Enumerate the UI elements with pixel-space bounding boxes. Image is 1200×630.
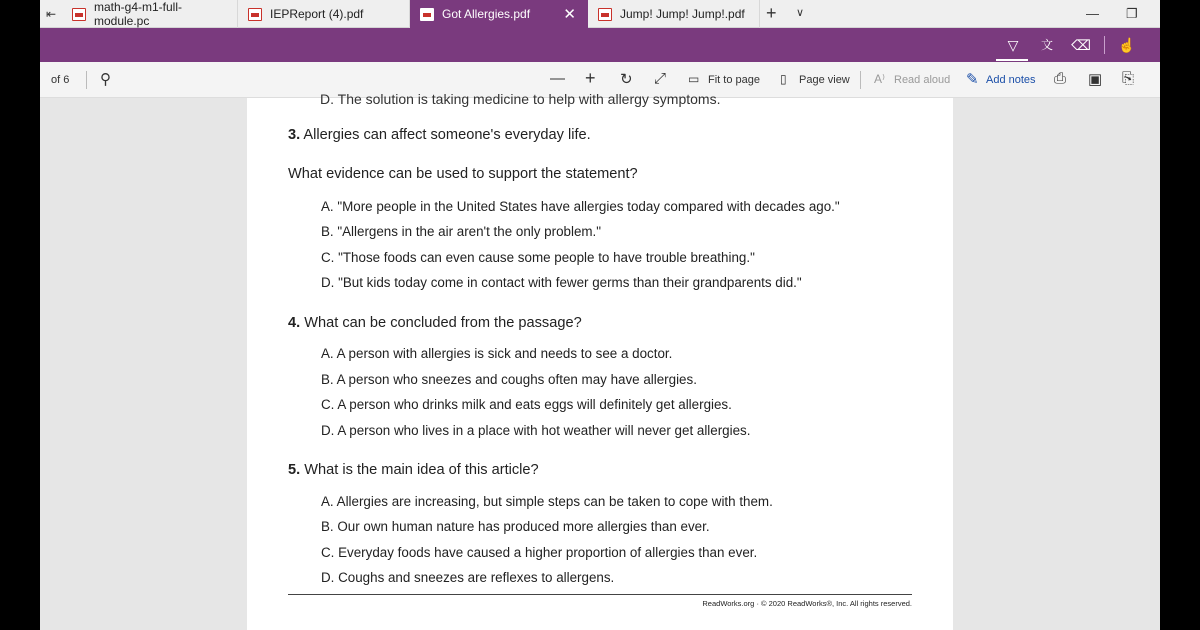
question-number: 5.	[288, 462, 301, 478]
minimize-icon[interactable]: —	[1086, 6, 1099, 21]
question-number: 4.	[288, 315, 301, 331]
question-3-option-a: A. "More people in the United States have allergies today compared with decades ago."	[321, 199, 840, 214]
question-text: What is the main idea of this article?	[304, 462, 539, 478]
highlighter-icon[interactable]: ▽	[1007, 37, 1019, 53]
tab-label: Got Allergies.pdf	[442, 7, 531, 21]
pdf-icon	[72, 8, 86, 21]
question-number: 3.	[288, 127, 301, 143]
question-text: What can be concluded from the passage?	[304, 315, 582, 331]
close-tab-icon[interactable]: ✕	[563, 6, 576, 23]
tab-iep-report[interactable]	[238, 0, 410, 28]
chevron-down-icon[interactable]: ∨	[796, 7, 805, 19]
fit-to-page-icon[interactable]: ▭	[688, 72, 700, 86]
question-5-option-d: D. Coughs and sneezes are reflexes to allergens.	[321, 570, 615, 585]
question-3-option-b: B. "Allergens in the air aren't the only problem."	[321, 224, 602, 239]
selected-tool-indicator	[996, 59, 1028, 61]
question-text: Allergies can affect someone's everyday life.	[303, 127, 591, 143]
question-4-option-c: C. A person who drinks milk and eats eggs will definitely get allergies.	[321, 397, 732, 412]
new-tab-icon[interactable]: +	[766, 3, 777, 23]
tab-label: IEPReport (4).pdf	[270, 7, 364, 21]
divider	[1104, 36, 1105, 54]
tab-got-allergies[interactable]	[410, 0, 588, 28]
question-5-option-a: A. Allergies are increasing, but simple steps can be taken to cope with them.	[321, 494, 773, 509]
browser-window	[40, 0, 1160, 630]
zoom-out-icon[interactable]: —	[550, 70, 565, 87]
ink-toolbar	[40, 28, 1160, 62]
question-5-option-c: C. Everyday foods have caused a higher proportion of allergies than ever.	[321, 545, 758, 560]
question-5	[288, 462, 539, 478]
eraser-icon[interactable]: ⌫	[1071, 37, 1091, 53]
save-icon[interactable]: ▣	[1088, 71, 1103, 88]
set-aside-tabs-icon[interactable]: ⇤	[45, 7, 57, 21]
question-4-option-a: A. A person with allergies is sick and needs to see a doctor.	[321, 346, 673, 361]
divider	[860, 71, 861, 89]
restore-icon[interactable]: ❐	[1126, 6, 1138, 21]
save-as-icon[interactable]: ⎘	[1122, 70, 1135, 87]
divider	[86, 71, 87, 89]
question-3	[288, 127, 591, 143]
page-count: of 6	[51, 74, 70, 86]
question-3-option-d: D. "But kids today come in contact with fewer germs than their grandparents did."	[321, 275, 802, 290]
question-4-option-d: D. A person who lives in a place with hot weather will never get allergies.	[321, 423, 751, 438]
print-icon[interactable]: ⎙	[1054, 70, 1067, 87]
pdf-page	[247, 91, 953, 630]
read-aloud-button[interactable]: Read aloud	[894, 74, 951, 86]
tab-strip	[40, 0, 1160, 28]
add-notes-icon[interactable]: ✎	[966, 71, 979, 88]
rotate-icon[interactable]: ↻	[620, 71, 633, 88]
previous-option-cut-off: D. The solution is taking medicine to help with allergy symptoms.	[320, 91, 721, 107]
page-view-icon[interactable]: ▯	[780, 72, 787, 86]
pdf-icon	[420, 8, 434, 21]
page-view-button[interactable]: Page view	[799, 74, 850, 86]
pdf-icon	[598, 8, 612, 21]
zoom-in-icon[interactable]: +	[585, 68, 596, 88]
read-aloud-icon: A⁾	[874, 72, 885, 86]
tab-jump[interactable]	[588, 0, 760, 28]
fit-to-page-button[interactable]: Fit to page	[708, 74, 760, 86]
add-notes-button[interactable]: Add notes	[986, 74, 1036, 86]
page-footer: ReadWorks.org · © 2020 ReadWorks®, Inc. All rights reserved.	[702, 599, 912, 608]
footer-divider	[288, 594, 912, 595]
tab-math-module[interactable]	[62, 0, 238, 28]
pdf-icon	[248, 8, 262, 21]
question-4-option-b: B. A person who sneezes and coughs often may have allergies.	[321, 372, 697, 387]
search-icon[interactable]: ⚲	[100, 71, 111, 88]
question-3-prompt: What evidence can be used to support the statement?	[288, 166, 638, 182]
tab-label: Jump! Jump! Jump!.pdf	[620, 7, 745, 21]
touch-writing-icon[interactable]: ☝	[1118, 37, 1136, 53]
question-4	[288, 315, 582, 331]
translate-icon[interactable]: 文	[1040, 38, 1053, 52]
question-5-option-b: B. Our own human nature has produced more allergies than ever.	[321, 519, 710, 534]
tab-label: math-g4-m1-full-module.pc	[93, 0, 182, 28]
fullscreen-icon[interactable]: ⤢	[654, 70, 667, 87]
question-3-option-c: C. "Those foods can even cause some people to have trouble breathing."	[321, 250, 755, 265]
